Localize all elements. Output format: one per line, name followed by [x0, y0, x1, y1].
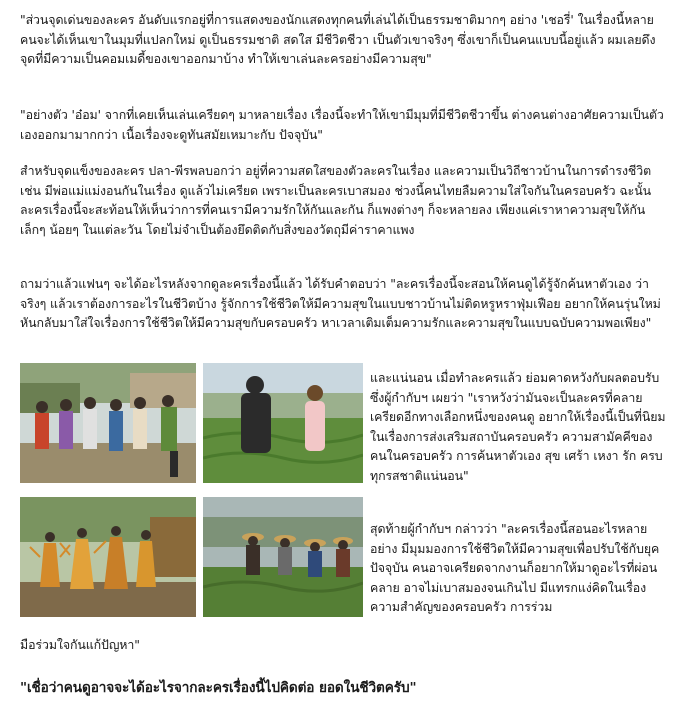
tea-plantation-hats-photo — [203, 497, 363, 617]
village-group-photo — [20, 363, 196, 483]
paragraph-expectation: และแน่นอน เมื่อทำละครแล้ว ย่อมคาดหวังกับผลตอบรับ ซึ่งผู้กำกับฯ เผยว่า "เราหวังว่ามันจะเป็นละครที่คลายเครียดอีกทางเลือกหนึ่งของคนดู อยากให้เรื่องนี้เป็นที่นิยมในเรื่องการส่งเสริมสถาบันครอบครัว ความสามัคคีของคนในครอบครัว การค้นหาตัวเอง สุข เศร้า เหงา รัก ครบทุกรสชาติแน่นอน" — [370, 370, 666, 483]
closing-quote: "เชื่อว่าคนดูอาจจะได้อะไรจากละครเรื่องนี้ไปคิดต่อ ยอดในชีวิตครับ" — [20, 680, 417, 696]
paragraph-strength: สำหรับจุดแข็งของละคร ปลา-พีรพลบอกว่า อยู่ที่ความสดใสของตัวละครในเรื่อง และความเป็นวิถีชาวบ้านในการดำรงชีวิต เช่น มีพ่อแม่แม่งอนกันในเรื่อง ดูแล้วไม่เครียด เพราะเป็นละครเบาสมอง ช่วงนี้คนไทยลืมความใส่ใจกันในครอบครัว ฉะนั้นละครเรื่องนี้จะสะท้อนให้เห็นว่าการที่คนเรามีความรักให้กันและกัน ก็แพงต่างๆ ก็จะหลายลง เพียงแค่เราหาความสุขให้กันเล็กๆ น้อยๆ ในแต่ละวัน โดยไม่จำเป็นต้องยึดติดกับสิ่งของวัตถุมีค่าราคาแพง — [20, 163, 652, 237]
tea-field-couple-photo — [203, 363, 363, 483]
paragraph-character: "อย่างตัว 'อ๋อม' จากที่เคยเห็นเล่นเครียดๆ มาหลายเรื่อง เรื่องนี้จะทำให้เขามีมุมที่มีชีวิตชีวาขึ้น ต่างคนต่างอาศัยความเป็นตัวเองออกมามากกว่า เนื้อเรื่องจะดูทันสมัยเหมาะกับ ปัจจุบัน" — [20, 107, 664, 142]
paragraph-director-quote: สุดท้ายผู้กำกับฯ กล่าวว่า "ละครเรื่องนี้สอนอะไรหลายอย่าง มีมุมมองการใช้ชีวิตให้มีความสุขเพื่อปรับใช้กับยุคปัจจุบัน คนอาจเครียดจากงานก็อยากให้มาดูอะไรที่ผ่อนคลาย อาจไม่เบาสมองจนเกินไป มีแทรกแง่คิดในเรื่องความสำคัญของครอบครัว การร่วม — [370, 521, 660, 614]
paragraph-audience: ถามว่าแล้วแฟนๆ จะได้อะไรหลังจากดูละครเรื่องนี้แล้ว ได้รับคำตอบว่า "ละครเรื่องนี้จะสอนให้คนดูได้รู้จักค้นหาตัวเอง ว่าจริงๆ แล้วเราต้องการอะไรในชีวิตบ้าง รู้จักการใช้ชีวิตให้มีความสุขในแบบชาวบ้านไม่ติดหรูหราฟุ่มเฟือย อยากให้คนรุ่นใหม่หันกลับมาใส่ใจเรื่องการใช้ชีวิตให้มีความสุขกับครอบครัว หาเวลาเติมเต็มความรักและความสุขในแบบฉบับความพอเพียง" — [20, 276, 661, 330]
traditional-dance-photo — [20, 497, 196, 617]
paragraph-director-quote-end: มือร่วมใจกันแก้ปัญหา" — [20, 637, 140, 652]
paragraph-performance: "ส่วนจุดเด่นของละคร อันดับแรกอยู่ที่การแสดงของนักแสดงทุกคนที่เล่นได้เป็นธรรมชาติมากๆ อย่าง 'เชอรี่' ในเรื่องนี้หลายคนจะได้เห็นเขาในมุมที่แปลกใหม่ ดูเป็นธรรมชาติ สดใส มีชีวิตชีวา เป็นตัวเขาจริงๆ ซึ่งเขาก็เป็นคนแบบนี้อยู่แล้ว ผมเลยดึงจุดที่มีความเป็นคอมเมดี้ของเขาออกมาบ้าง ทำให้เขาเล่นละครอย่างมีความสุข" — [20, 12, 656, 66]
